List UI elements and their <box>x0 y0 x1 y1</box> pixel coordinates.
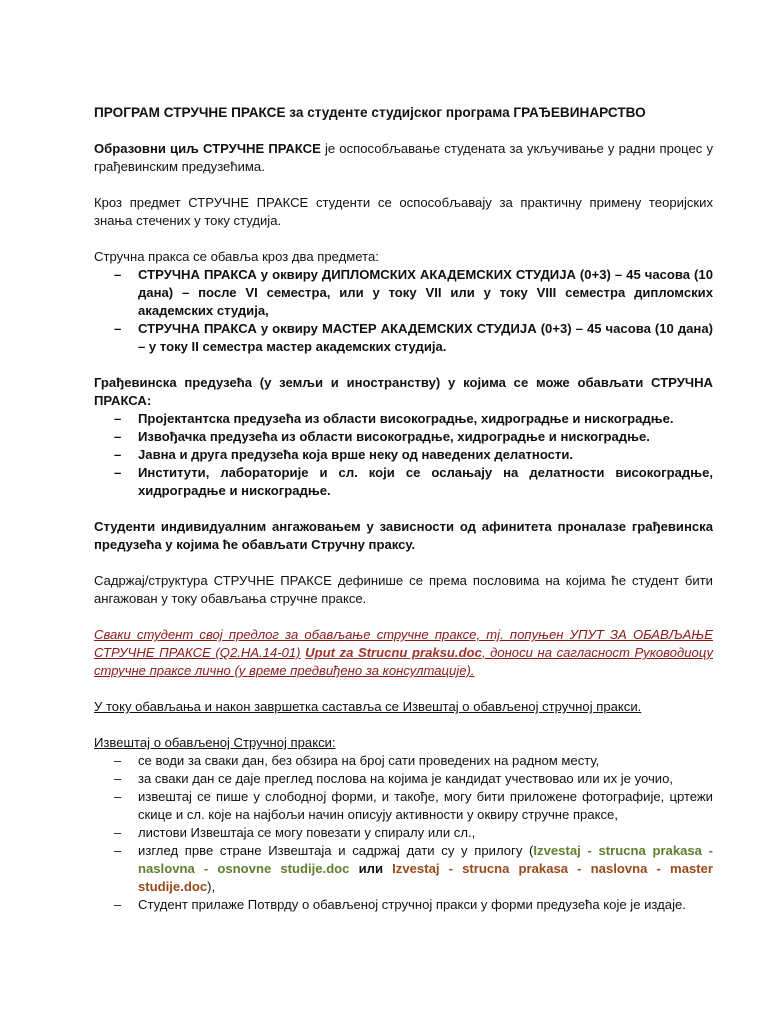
report-item: – извештај се пише у слободној форми, и такође, могу бити приложене фотографије, цртежи скице и сл. које на најбољи начин описују активности у оквиру стручне праксе, <box>94 788 713 824</box>
naslovna-osnovne-doc-link[interactable]: Izvestaj - strucna prakasa - naslovna - osnovne studije.doc <box>138 843 714 876</box>
course-intro-paragraph: Кроз предмет СТРУЧНЕ ПРАКСЕ студенти се оспособљавају за практичну примену теоријских знања стечених у току студија. <box>94 195 713 228</box>
report-item: – Студент прилаже Потврду о обављеној стручној пракси у форми предузећа које је издаје. <box>94 896 713 914</box>
naslovna-master-doc-link[interactable]: Izvestaj - strucna prakasa - naslovna - master studije.doc <box>138 861 713 894</box>
appendix-or: или <box>358 861 384 876</box>
companies-heading: Грађевинска предузећа (у земљи и иностранству) у којима се може обављати СТРУЧНА ПРАКСА: <box>94 375 713 408</box>
report-heading: Извештај о обављеној Стручној пракси: <box>94 735 336 750</box>
appendix-suffix: ), <box>207 879 216 894</box>
report-item: – за сваки дан се даје преглед послова на којима је кандидат учествовао или их је уочио, <box>94 770 713 788</box>
companies-list <box>94 410 713 500</box>
goal-prefix: Образовни циљ <box>94 141 199 156</box>
goal-strong: СТРУЧНЕ ПРАКСЕ <box>202 141 321 156</box>
proposal-text-1: Сваки студент свој предлог за обављање стручне праксе, тј. попуњен УПУТ ЗА ОБАВЉАЊЕ СТРУЧНЕ ПРАКСЕ (Q2.НА.14-01) <box>94 627 713 660</box>
document-page <box>94 104 713 914</box>
course-item: – СТРУЧНА ПРАКСА у оквиру ДИПЛОМСКИХ АКАДЕМСКИХ СТУДИЈА (0+3) – 45 часова (10 дана) – после VI семестра, или у току VII или у току VIII семестра дипломских академских студија, <box>94 266 713 320</box>
company-item: – Пројектантска предузећа из области високоградње, хидроградње и нискоградње. <box>94 410 713 428</box>
content-paragraph: Садржај/структура СТРУЧНЕ ПРАКСЕ дефинише се према пословима на којима ће студент бити ангажован у току обављања стручне праксе. <box>94 573 713 606</box>
courses-heading: Стручна пракса се обавља кроз два предмета: <box>94 249 379 264</box>
appendix-prefix: изглед прве стране Извештаја и садржај дати су у прилогу ( <box>138 843 534 858</box>
company-item: – Институти, лабораторије и сл. који се ослањају на делатности високоградње, хидроградње и нискоградње. <box>94 464 713 500</box>
company-item: – Јавна и друга предузећа која врше неку од наведених делатности. <box>94 446 713 464</box>
proposal-text-2: , доноси на сагласност Руководиоцу стручне праксе лично (у време предвиђено за консултације). <box>94 645 713 678</box>
company-item: – Извођачка предузећа из области високоградње, хидроградње и нискоградње. <box>94 428 713 446</box>
report-list <box>94 752 713 914</box>
goal-rest: је оспособљавање студената за укључивање у радни процес у грађевинским предузећима. <box>94 141 714 174</box>
report-intro-paragraph <box>94 698 713 716</box>
document-title: ПРОГРАМ СТРУЧНЕ ПРАКСЕ за студенте студијског програма ГРАЂЕВИНАРСТВО <box>94 105 646 120</box>
courses-list <box>94 266 713 356</box>
report-heading-paragraph <box>94 734 713 752</box>
goal-paragraph <box>94 140 713 176</box>
individual-paragraph: Студенти индивидуалним ангажовањем у зависности од афинитета проналазе грађевинска предузећа у којима ће обављати Стручну праксу. <box>94 519 713 552</box>
course-item: – СТРУЧНА ПРАКСА у оквиру МАСТЕР АКАДЕМСКИХ СТУДИЈА (0+3) – 45 часова (10 дана) – у току II семестра мастер академских студија. <box>94 320 713 356</box>
report-item: – листови Извештаја се могу повезати у спиралу или сл., <box>94 824 713 842</box>
report-item-appendix <box>94 842 713 896</box>
proposal-paragraph <box>94 626 713 680</box>
report-item: – се води за сваки дан, без обзира на број сати проведених на радном месту, <box>94 752 713 770</box>
report-intro-text: У току обављања и након завршетка саставља се Извештај о обављеној стручној пракси. <box>94 699 642 714</box>
uput-doc-link[interactable]: Uput za Strucnu praksu.doc <box>305 645 482 660</box>
